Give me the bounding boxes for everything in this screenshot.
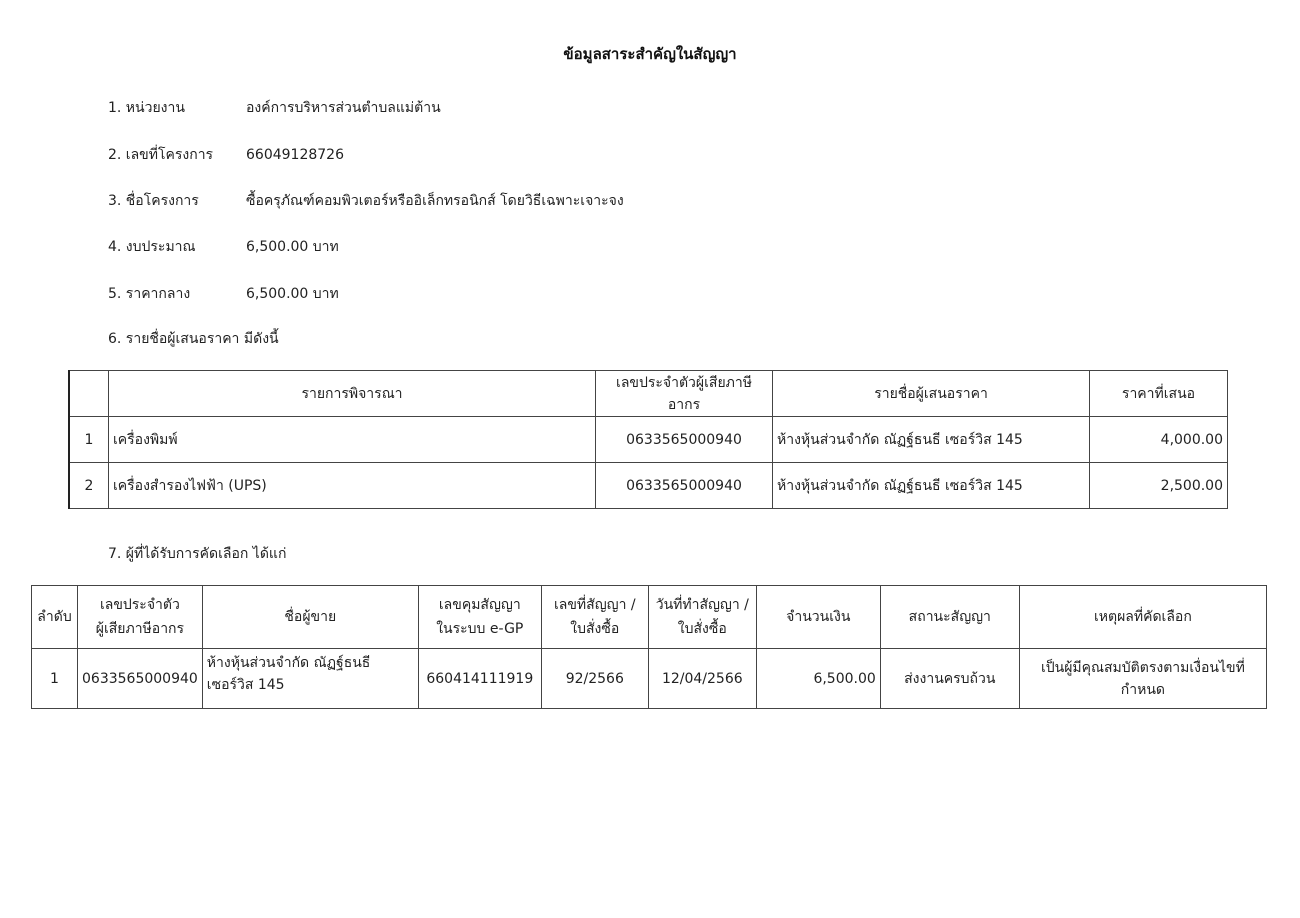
- col-date-line1: วันที่ทำสัญญา /: [655, 597, 749, 613]
- cell-tax-id: 0633565000940: [78, 649, 203, 709]
- cell-contract: 92/2566: [541, 649, 648, 709]
- bidders-table: [68, 370, 1228, 509]
- info-value: 66049128726: [246, 147, 344, 163]
- cell-seller: ห้างหุ้นส่วนจำกัด ณัฏฐ์ธนธี เซอร์วิส 145: [202, 649, 418, 709]
- table-header-row: [69, 371, 1228, 417]
- col-egp-line2: ในระบบ e-GP: [436, 621, 524, 637]
- cell-no: 2: [69, 463, 109, 509]
- col-tax-id-line1: เลขประจำตัว: [99, 597, 180, 613]
- col-amount: จำนวนเงิน: [756, 586, 880, 649]
- winners-table: [31, 585, 1267, 709]
- cell-price: 4,000.00: [1090, 417, 1228, 463]
- col-item: รายการพิจารณา: [109, 371, 596, 417]
- info-label: 5. ราคากลาง: [108, 286, 191, 302]
- table-row: [69, 417, 1228, 463]
- col-price: ราคาที่เสนอ: [1090, 371, 1228, 417]
- cell-tax-id: 0633565000940: [596, 463, 773, 509]
- info-project-number: [108, 144, 344, 166]
- cell-reason: เป็นผู้มีคุณสมบัติตรงตามเงื่อนไขที่กำหนด: [1019, 649, 1266, 709]
- info-label: 3. ชื่อโครงการ: [108, 193, 199, 209]
- page-title: ข้อมูลสาระสำคัญในสัญญา: [563, 45, 737, 63]
- table-header-row: [32, 586, 1267, 649]
- col-contract: [541, 586, 648, 649]
- info-project-name: [108, 190, 624, 212]
- cell-status: ส่งงานครบถ้วน: [880, 649, 1019, 709]
- col-date: [648, 586, 756, 649]
- col-status: สถานะสัญญา: [880, 586, 1019, 649]
- col-date-line2: ใบสั่งซื้อ: [677, 621, 727, 637]
- info-budget: [108, 236, 339, 258]
- col-bidder: รายชื่อผู้เสนอราคา: [773, 371, 1090, 417]
- table-row: [32, 649, 1267, 709]
- col-contract-line2: ใบสั่งซื้อ: [570, 621, 620, 637]
- info-median-price: [108, 283, 339, 305]
- col-reason: เหตุผลที่คัดเลือก: [1019, 586, 1266, 649]
- col-egp: [418, 586, 541, 649]
- cell-tax-id: 0633565000940: [596, 417, 773, 463]
- cell-no: 1: [69, 417, 109, 463]
- info-value: ซื้อครุภัณฑ์คอมพิวเตอร์หรืออิเล็กทรอนิกส์ โดยวิธีเฉพาะเจาะจง: [246, 193, 624, 209]
- cell-amount: 6,500.00: [756, 649, 880, 709]
- info-label: 4. งบประมาณ: [108, 239, 196, 255]
- info-label: 2. เลขที่โครงการ: [108, 147, 214, 163]
- cell-item: เครื่องพิมพ์: [109, 417, 596, 463]
- section6-title: 6. รายชื่อผู้เสนอราคา มีดังนี้: [108, 331, 279, 347]
- col-no: ลำดับ: [32, 586, 78, 649]
- col-tax-id: [78, 586, 203, 649]
- info-value: 6,500.00 บาท: [246, 239, 339, 255]
- info-value: องค์การบริหารส่วนตำบลแม่ต้าน: [246, 100, 441, 116]
- col-contract-line1: เลขที่สัญญา /: [554, 597, 636, 613]
- section7-title: 7. ผู้ที่ได้รับการคัดเลือก ได้แก่: [108, 546, 287, 562]
- col-egp-line1: เลขคุมสัญญา: [438, 597, 521, 613]
- info-label: 1. หน่วยงาน: [108, 100, 185, 116]
- table-row: [69, 463, 1228, 509]
- col-tax-id: เลขประจำตัวผู้เสียภาษีอากร: [596, 371, 773, 417]
- cell-egp: 660414111919: [418, 649, 541, 709]
- cell-no: 1: [32, 649, 78, 709]
- col-no: [69, 371, 109, 417]
- cell-date: 12/04/2566: [648, 649, 756, 709]
- col-seller: ชื่อผู้ขาย: [202, 586, 418, 649]
- col-tax-id-line2: ผู้เสียภาษีอากร: [95, 621, 185, 637]
- info-value: 6,500.00 บาท: [246, 286, 339, 302]
- cell-price: 2,500.00: [1090, 463, 1228, 509]
- cell-bidder: ห้างหุ้นส่วนจำกัด ณัฏฐ์ธนธี เซอร์วิส 145: [773, 417, 1090, 463]
- cell-bidder: ห้างหุ้นส่วนจำกัด ณัฏฐ์ธนธี เซอร์วิส 145: [773, 463, 1090, 509]
- cell-item: เครื่องสำรองไฟฟ้า (UPS): [109, 463, 596, 509]
- info-agency: [108, 97, 441, 119]
